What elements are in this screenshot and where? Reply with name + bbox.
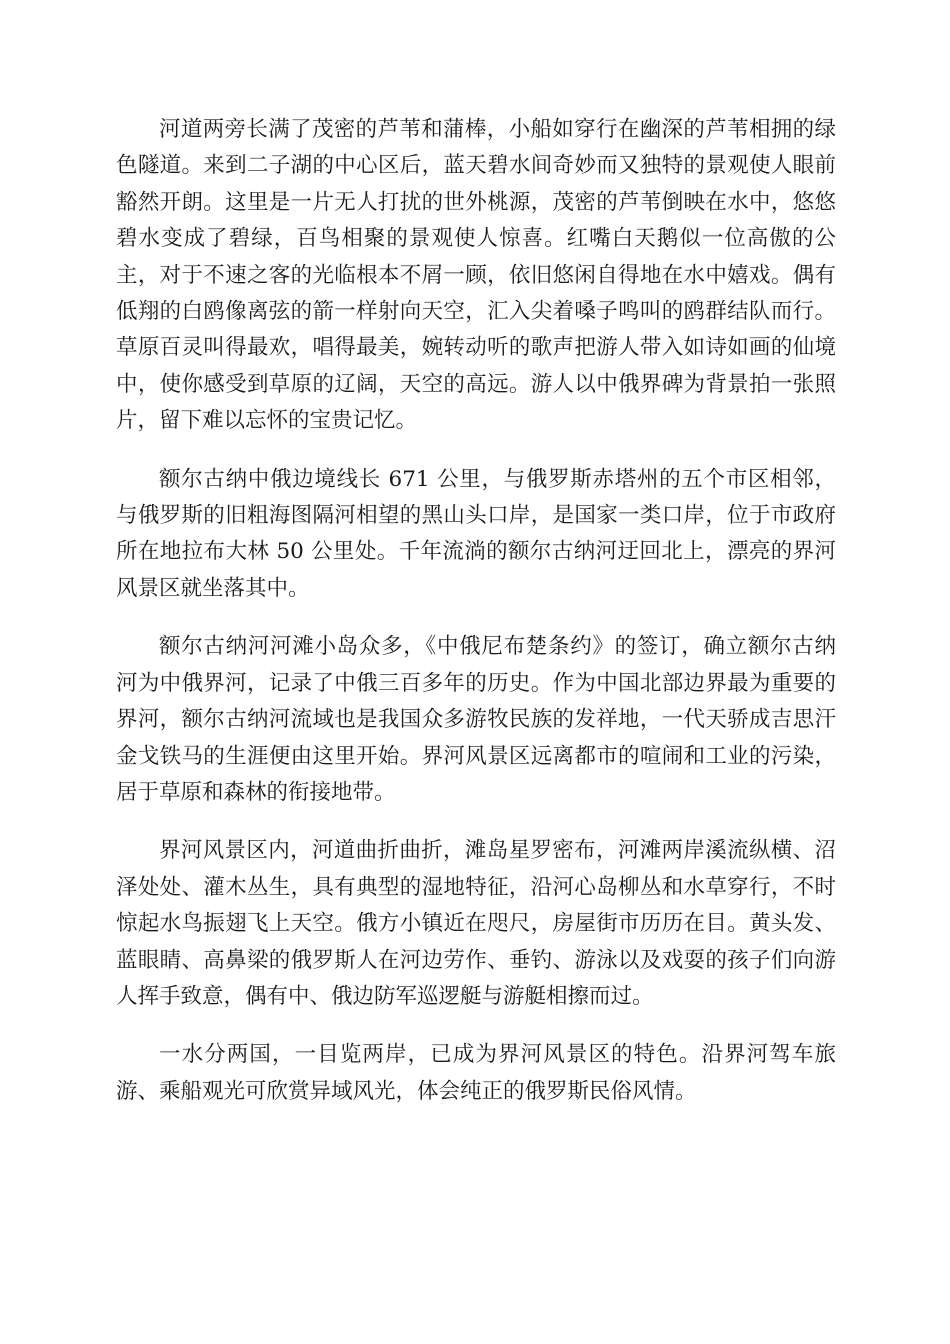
document-body [116, 112, 836, 1132]
paragraph-1: 河道两旁长满了茂密的芦苇和蒲棒，小船如穿行在幽深的芦苇相拥的绿色隧道。来到二子湖的中心区后，蓝天碧水间奇妙而又独特的景观使人眼前豁然开朗。这里是一片无人打扰的世外桃源，茂密的芦苇倒映在水中，悠悠碧水变成了碧绿，百鸟相聚的景观使人惊喜。红嘴白天鹅似一位高傲的公主，对于不速之客的光临根本不屑一顾，依旧悠闲自得地在水中嬉戏。偶有低翔的白鸥像离弦的箭一样射向天空，汇入尖着嗓子鸣叫的鸥群结队而行。草原百灵叫得最欢，唱得最美，婉转动听的歌声把游人带入如诗如画的仙境中，使你感受到草原的辽阔，天空的高远。游人以中俄界碑为背景拍一张照片，留下难以忘怀的宝贵记忆。 [116, 117, 836, 434]
paragraph-4: 界河风景区内，河道曲折曲折，滩岛星罗密布，河滩两岸溪流纵横、沼泽处处、灌木丛生，具有典型的湿地特征，沿河心岛柳丛和水草穿行，不时惊起水鸟振翅飞上天空。俄方小镇近在咫尺，房屋街市历历在目。黄头发、蓝眼睛、高鼻梁的俄罗斯人在河边劳作、垂钓、游泳以及戏耍的孩子们向游人挥手致意，偶有中、俄边防军巡逻艇与游艇相擦而过。 [116, 838, 836, 1009]
paragraph-3: 额尔古纳河河滩小岛众多，《中俄尼布楚条约》的签订，确立额尔古纳河为中俄界河，记录了中俄三百多年的历史。作为中国北部边界最为重要的界河，额尔古纳河流域也是我国众多游牧民族的发祥地，一代天骄成吉思汗金戈铁马的生涯便由这里开始。界河风景区远离都市的喧闹和工业的污染，居于草原和森林的衔接地带。 [116, 634, 836, 805]
paragraph-5: 一水分两国，一目览两岸，已成为界河风景区的特色。沿界河驾车旅游、乘船观光可欣赏异域风光，体会纯正的俄罗斯民俗风情。 [116, 1042, 836, 1104]
paragraph-2: 额尔古纳中俄边境线长 671 公里，与俄罗斯赤塔州的五个市区相邻，与俄罗斯的旧粗海图隔河相望的黑山头口岸，是国家一类口岸，位于市政府所在地拉布大林 50 公里处。千年流淌的额尔古纳河迂回北上，漂亮的界河风景区就坐落其中。 [116, 466, 836, 601]
